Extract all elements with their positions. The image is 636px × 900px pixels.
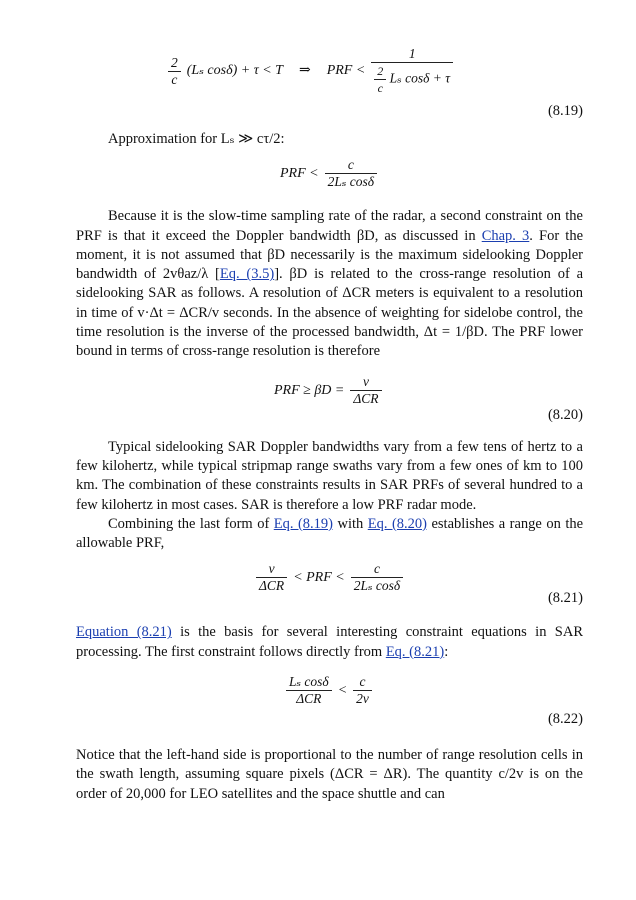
paragraph-2: Typical sidelooking SAR Doppler bandwidths vary from a few tens of hertz to a few kilohertz, while typical stripmap range swaths vary from a few ones of km to 100 km. The combination of these constraints results in SAR PRFs of several hundred to a few kilohertz in most cases. SAR is therefore a low PRF radar mode. — [76, 438, 583, 513]
fraction: 1 $\frac{2}{c}$ Lₛ cosδ + τ — [371, 46, 453, 96]
equation-number: (8.20) — [547, 406, 583, 423]
equation-approx: PRF < $\frac{c}{\text{2Lₛ cosδ}}$ — [76, 149, 583, 199]
implies-arrow: ⇒ — [298, 63, 311, 79]
approx-label: Approximation for Lₛ ≫ cτ/2: — [108, 131, 285, 147]
link-eq-8-20[interactable]: Eq. (8.20) — [367, 515, 427, 532]
eq-prf-text: PRF < — [326, 63, 366, 79]
fraction: $\frac{2}{c}$ — [168, 55, 181, 88]
equation-number: (8.22) — [547, 711, 583, 728]
link-equation-8-21[interactable]: Equation (8.21) — [76, 624, 172, 641]
equation-number: (8.19) — [547, 103, 583, 119]
document-page — [76, 40, 583, 804]
paragraph-3: Combining the last form of Eq. (8.19) with Eq. (8.20) establishes a range on the allowable PRF, — [76, 515, 584, 552]
paragraph-5: Notice that the left-hand side is proportional to the number of range resolution cells in the swath length, assuming square pixels (ΔCR = ΔR). The quantity c/2v is on the order of 20,000 for LEO satellites and the space shuttle and can — [76, 747, 583, 802]
equation-8-19 — [76, 40, 583, 119]
paragraph-1: Because it is the slow-time sampling rate of the radar, a second constraint on the PRF is that it exceed the Doppler bandwidth βD, as discussed in Chap. 3. For the moment, it is not assumed that βD necessarily is the maximum sidelooking Doppler bandwidth of 2vθaz/λ [Eq. (3.5)]. βD is related to the cross-range resolution of a sidelooking SAR as follows. A resolution of ΔCR meters is equivalent to a resolution in time of v·Δt = ΔCR/v seconds. In the absence of weighting for sidelobe control, the time resolution is the inverse of the processed bandwidth, Δt = 1/βD. The PRF lower bound in terms of cross-range resolution is therefore — [76, 208, 584, 360]
equation-8-22: $\frac{\text{Lₛ cosδ}}{\text{ΔCR}}$ < $\frac{c}{2v}$ (8.22) — [76, 662, 583, 734]
link-eq-3-5[interactable]: Eq. (3.5) — [219, 266, 275, 283]
link-chap-3[interactable]: Chap. 3 — [481, 227, 530, 244]
link-eq-8-19[interactable]: Eq. (8.19) — [273, 515, 333, 532]
paragraph-4: Equation (8.21) is the basis for several interesting constraint equations in SAR processing. The first constraint follows directly from Eq. (8.21): — [76, 624, 583, 660]
eq-lhs-text: (Lₛ cosδ) + τ < T — [186, 63, 283, 79]
equation-8-21: $\frac{v}{\text{ΔCR}}$ < PRF < $\frac{c}{\text{2Lₛ cosδ}}$ (8.21) — [76, 553, 583, 613]
equation-8-20: PRF ≥ βD = $\frac{v}{\text{ΔCR}}$ (8.20) — [76, 362, 583, 432]
equation-number: (8.21) — [547, 590, 583, 607]
link-eq-8-21[interactable]: Eq. (8.21) — [385, 643, 445, 660]
